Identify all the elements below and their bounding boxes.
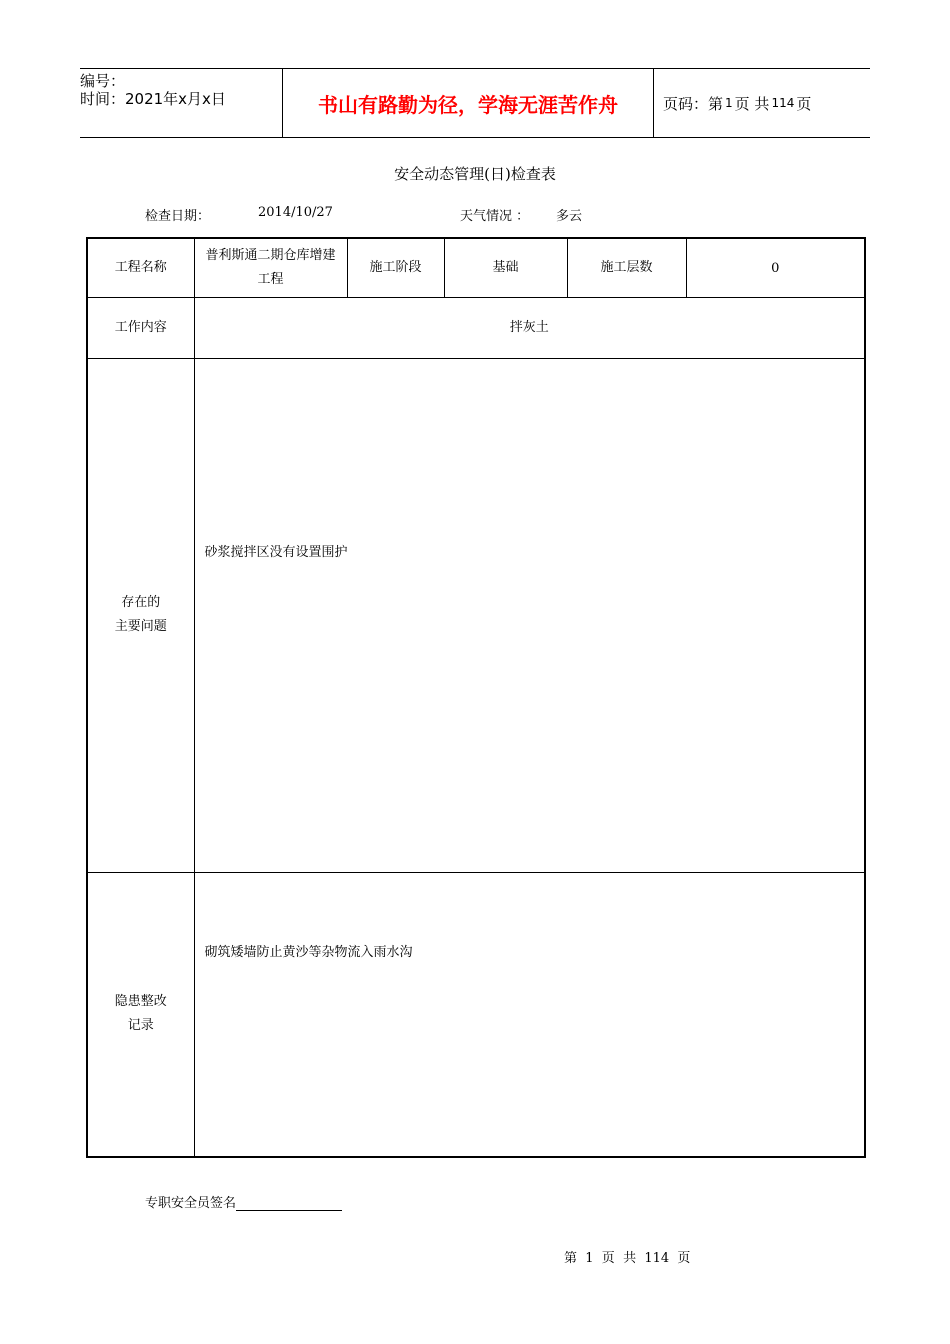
page-header (80, 68, 870, 138)
number-label: 编号： (80, 72, 126, 90)
page-suffix: 页 (796, 94, 812, 113)
time-label: 时间：2021年x月x日 (80, 90, 226, 108)
table-row (87, 358, 865, 872)
work-value: 拌灰土 (194, 297, 865, 358)
signature-row (145, 1192, 342, 1211)
weather-label: 天气情况 ： (460, 209, 530, 224)
page-prefix: 页码：第 (663, 94, 724, 113)
stage-value: 基础 (444, 238, 567, 297)
table-row (87, 872, 865, 1157)
signature-label: 专职安全员签名 (145, 1196, 237, 1211)
issues-label-line-2: 主要问题 (114, 619, 167, 634)
floors-value: 0 (686, 238, 865, 297)
issues-cell (194, 358, 865, 872)
signature-line (236, 1195, 342, 1211)
stage-label: 施工阶段 (347, 238, 444, 297)
project-name-label: 工程名称 (87, 238, 194, 297)
rectify-value: 砌筑矮墙防止黄沙等杂物流入雨水沟 (204, 944, 413, 960)
issues-label (87, 358, 194, 872)
rectify-label-line-1: 隐患整改 (114, 994, 167, 1010)
floors-label: 施工层数 (567, 238, 686, 297)
inspection-table (86, 237, 866, 1158)
rectify-cell (194, 872, 865, 1157)
rectify-label (87, 872, 194, 1157)
page-total: 114 (771, 96, 795, 110)
page-footer: 第 1 页 共 114 页 (564, 1251, 691, 1266)
issues-label-line-1: 存在的 (121, 595, 161, 610)
project-name-value: 普利斯通二期仓库增建工程 (194, 238, 347, 297)
table-row (87, 238, 865, 297)
check-date-label: 检查日期： (145, 209, 211, 224)
page-current: 1 (725, 96, 733, 110)
rectify-label-line-2: 记录 (127, 1018, 154, 1034)
work-label: 工作内容 (87, 297, 194, 358)
header-left-cell (80, 69, 282, 137)
issues-value: 砂浆搅拌区没有设置围护 (204, 544, 348, 560)
table-row (87, 297, 865, 358)
page-mid: 页 共 (734, 94, 770, 113)
header-motto: 书山有路勤为径，学海无涯苦作舟 (282, 69, 654, 137)
document-title: 安全动态管理(日)检查表 (394, 165, 556, 183)
check-date-value: 2014/10/27 (258, 205, 333, 220)
header-page-info (654, 69, 870, 137)
weather-value: 多云 (556, 209, 583, 224)
